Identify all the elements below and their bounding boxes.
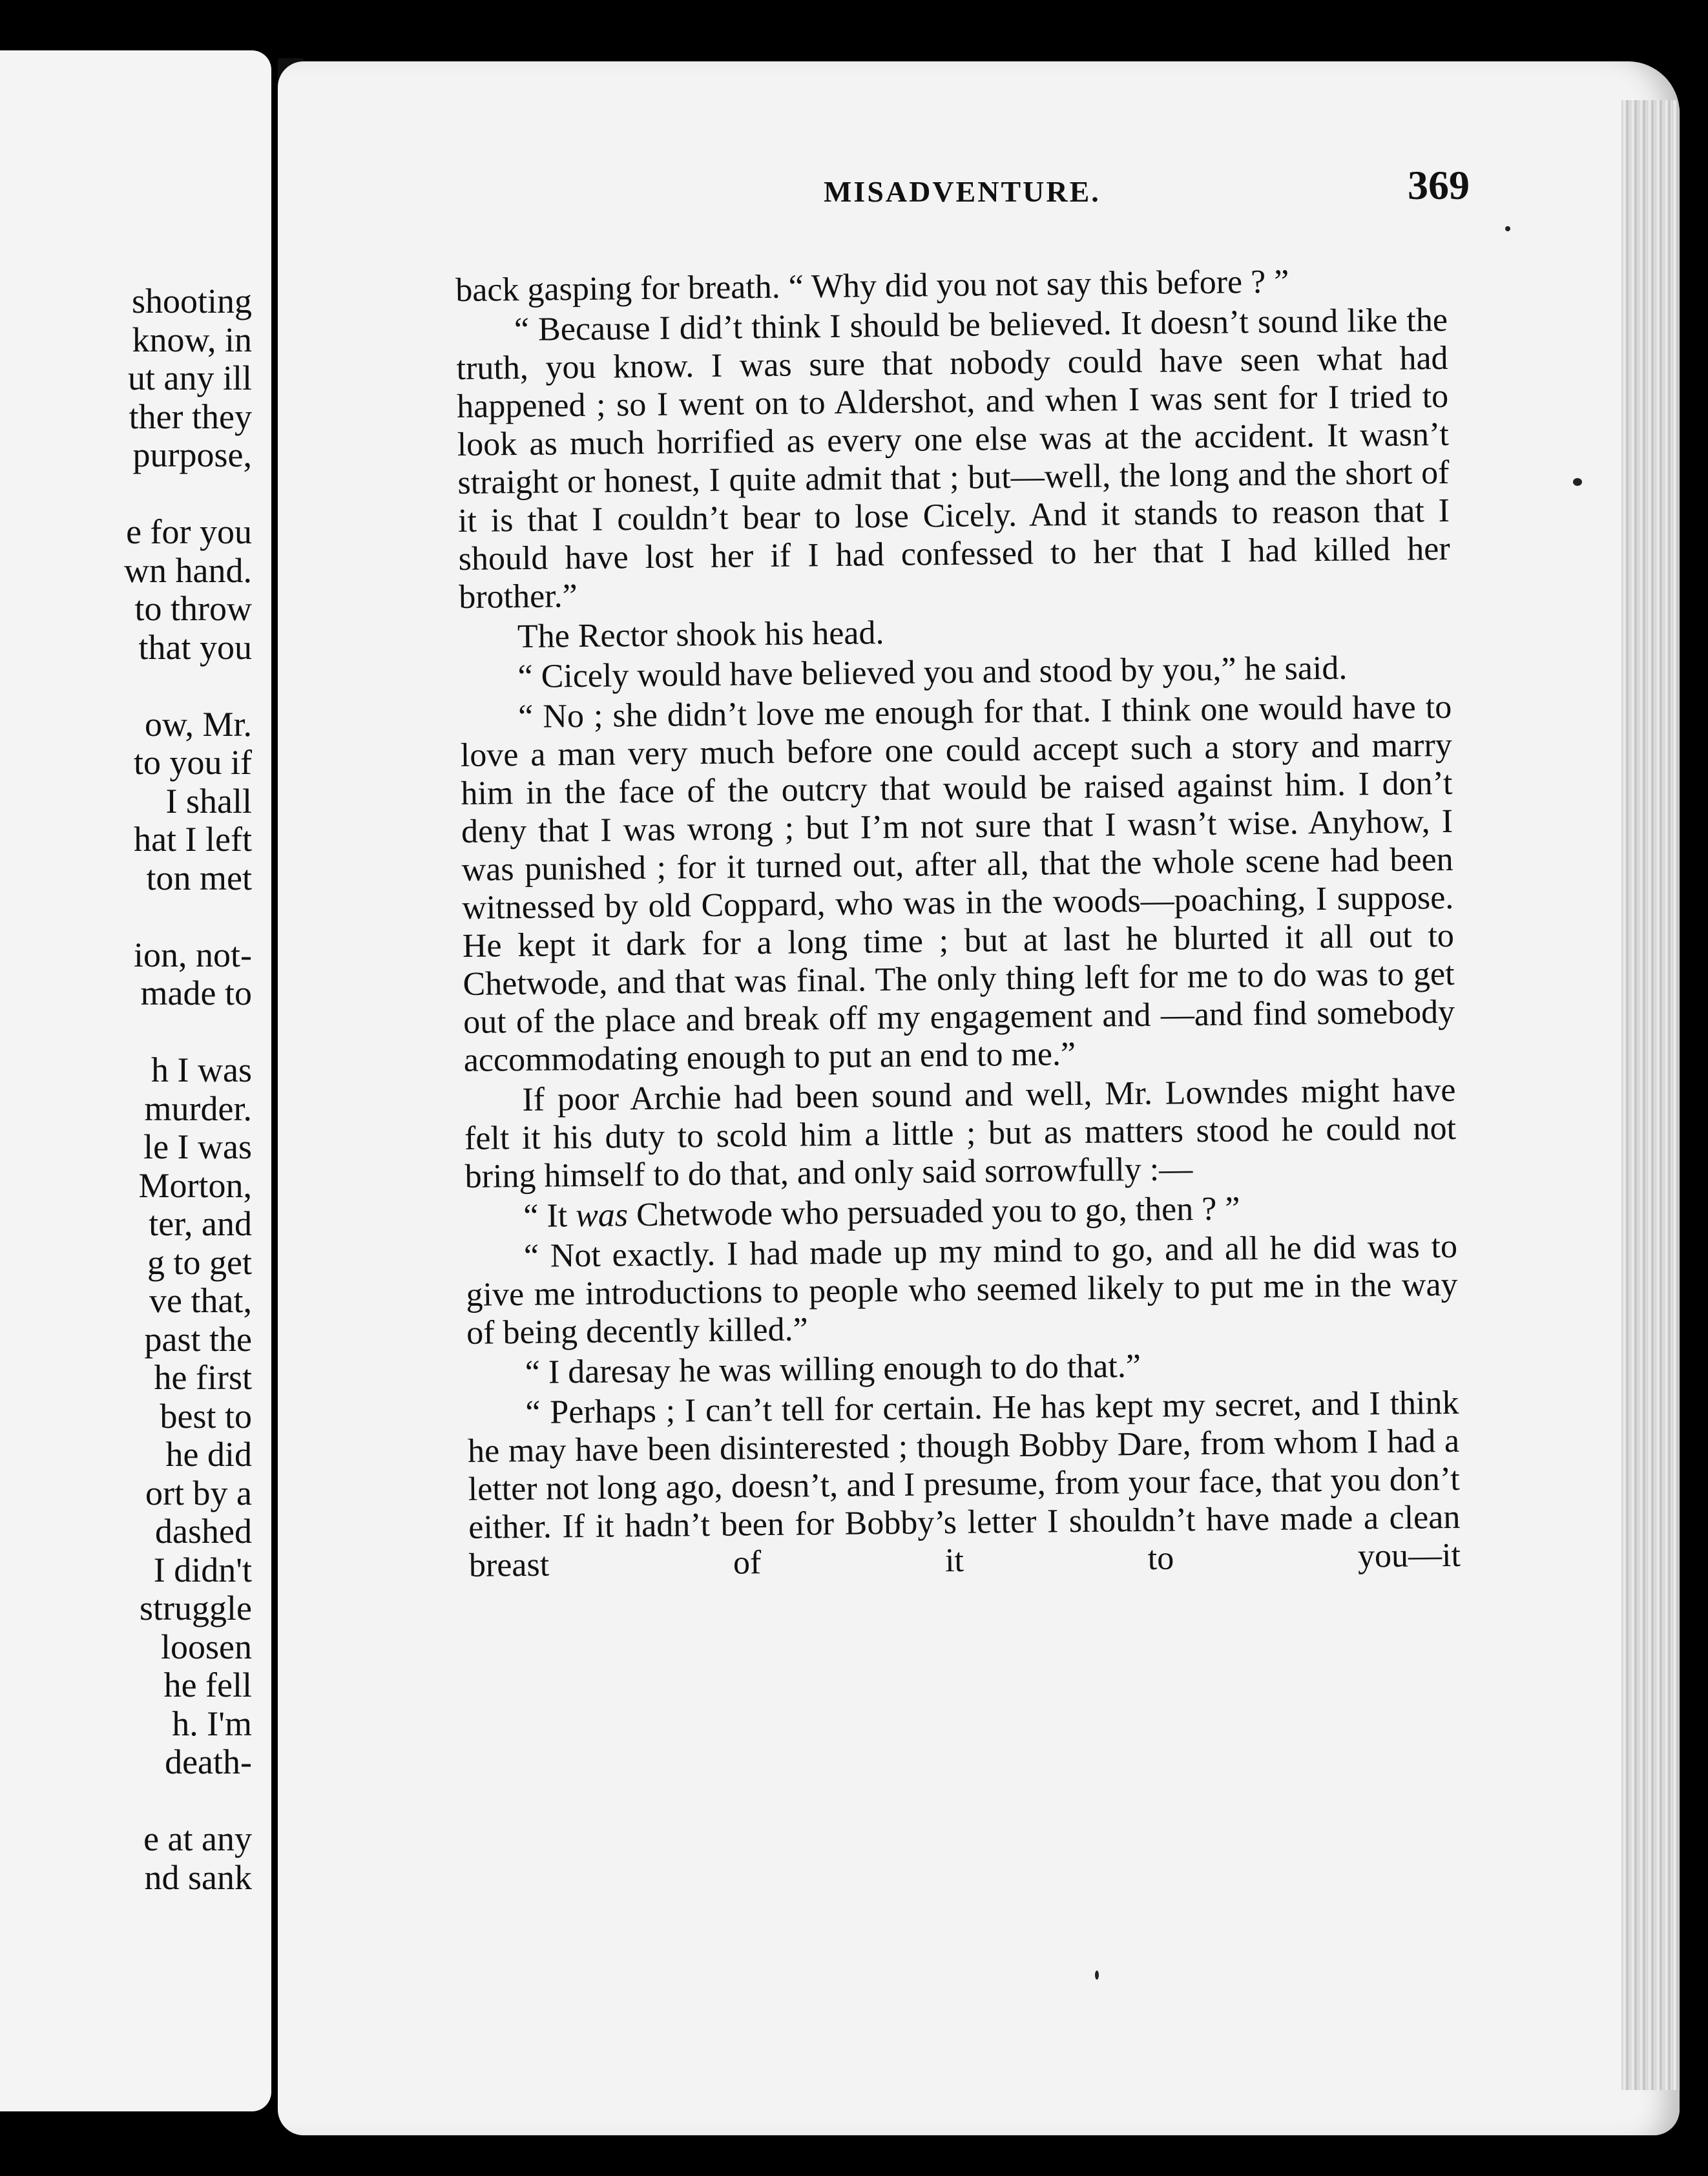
left-page-line: ow, Mr. <box>144 704 252 744</box>
paragraph-7-emphasis: was <box>575 1197 629 1235</box>
left-page-line: know, in <box>132 320 252 359</box>
paragraph-1: back gasping for breath. “ Why did you not say this before ? ” <box>455 263 1289 309</box>
paragraph-2: “ Because I did’t think I should be believed. It doesn’t sound like the truth, you know. I was sure that nobody could have seen what had happened ; so I went on to Aldershot, and when I was sent for I tried to look as much horrified as every one else was at the accident. It wasn’t straight or honest, I quite admit that ; but—well, the long and the short of it is that I couldn’t bear to lose Cicely. And it stands to reason that I should have lost her if I had confessed to her that I had killed her brother.” <box>456 301 1450 616</box>
left-page-line: g to get <box>147 1242 252 1282</box>
left-page-line: he fell <box>163 1666 252 1704</box>
left-page-line: he first <box>154 1358 252 1397</box>
paragraph-5: “ No ; she didn’t love me enough for that. I think one would have to love a man very much before one could accept such a story and marry him in the face of the outcry that would be raised against him. I don’t deny that I was wrong ; but I’m not sure that I wasn’t wise. Anyhow, I was punished ; for it turned out, after all, that the whole scene had been witnessed by old Coppard, who was in the woods—poaching, I suppose. He kept it dark for a long time ; but at last he blurted it all out to Chetwode, and that was final. The only thing left for me to do was to get out of the place and break off my engagement and —and find somebody accommodating enough to put an end to me.” <box>460 688 1455 1079</box>
left-page-line: I didn't <box>153 1550 252 1589</box>
left-page-line: e at any <box>143 1819 252 1858</box>
paragraph-7-post: Chetwode who persuaded you to go, then ? ” <box>627 1190 1240 1234</box>
paragraph-6: If poor Archie had been sound and well, Mr. Lowndes might have felt it his duty to scold him a little ; but as matters stood he could not bring himself to do that, and only said sorrowfully :— <box>464 1071 1457 1195</box>
paragraph-3: The Rector shook his head. <box>517 614 884 656</box>
dust-speck <box>1573 478 1582 486</box>
left-page-line: death- <box>165 1742 252 1781</box>
left-page-line: shooting <box>131 282 252 320</box>
dust-speck <box>1505 226 1510 231</box>
left-page-line: ort by a <box>145 1473 252 1512</box>
left-page-line: to throw <box>134 589 252 628</box>
paragraph-8: “ Not exactly. I had made up my mind to go, and all he did was to give me introductions to people who seemed likely to put me in the way of being decently killed.” <box>466 1228 1458 1352</box>
paragraph-9: “ I daresay he was willing enough to do that.” <box>525 1347 1141 1391</box>
left-page-line: ve that, <box>149 1281 252 1320</box>
left-page-line: struggle <box>140 1589 252 1627</box>
running-title: MISADVENTURE. <box>824 175 1101 208</box>
left-page-line: murder. <box>144 1089 252 1128</box>
left-page-line: h I was <box>151 1051 252 1089</box>
left-page <box>0 50 271 2111</box>
left-page-line: e for you <box>126 512 252 551</box>
left-page-line: purpose, <box>132 435 252 474</box>
running-header <box>552 155 1470 226</box>
page-number: 369 <box>1408 162 1470 208</box>
left-page-line: made to <box>140 974 252 1012</box>
left-page-line: h. I'm <box>172 1704 252 1743</box>
left-page-line: best to <box>160 1396 252 1436</box>
left-page-line: dashed <box>155 1512 252 1551</box>
left-page-line: le I was <box>143 1127 252 1166</box>
paragraph-4: “ Cicely would have believed you and stood by you,” he said. <box>517 649 1348 696</box>
paragraph-7-pre: “ It <box>523 1197 576 1235</box>
left-page-line: loosen <box>161 1627 252 1666</box>
left-page-line: I shall <box>165 781 252 821</box>
left-page-line: to you if <box>134 743 252 782</box>
left-page-line: nd sank <box>144 1857 252 1897</box>
left-page-line: wn hand. <box>124 550 252 590</box>
paragraph-10: “ Perhaps ; I can’t tell for certain. He has kept my secret, and I think he may have been disinterested ; though Bobby Dare, from whom I had a letter not long ago, doesn’t, and I presume, from your face, that you don’t either. If it hadn’t been for Bobby’s letter I shouldn’t have made a clean breast of it to you—it <box>467 1384 1461 1584</box>
left-page-line: Morton, <box>138 1166 252 1205</box>
left-page-line: he did <box>165 1435 252 1474</box>
body-text <box>455 261 1461 1587</box>
page-edges <box>1621 100 1680 2090</box>
left-page-line: hat I left <box>134 820 252 859</box>
left-page-line: ion, not- <box>134 935 252 974</box>
left-page-line: that you <box>138 627 252 667</box>
left-page-line: ut any ill <box>128 359 252 397</box>
left-page-line: ter, and <box>149 1204 252 1243</box>
dust-speck <box>1095 1971 1099 1980</box>
left-page-line: past the <box>144 1319 252 1359</box>
left-page-line: ton met <box>146 858 252 897</box>
left-page-line: ther they <box>129 397 252 436</box>
